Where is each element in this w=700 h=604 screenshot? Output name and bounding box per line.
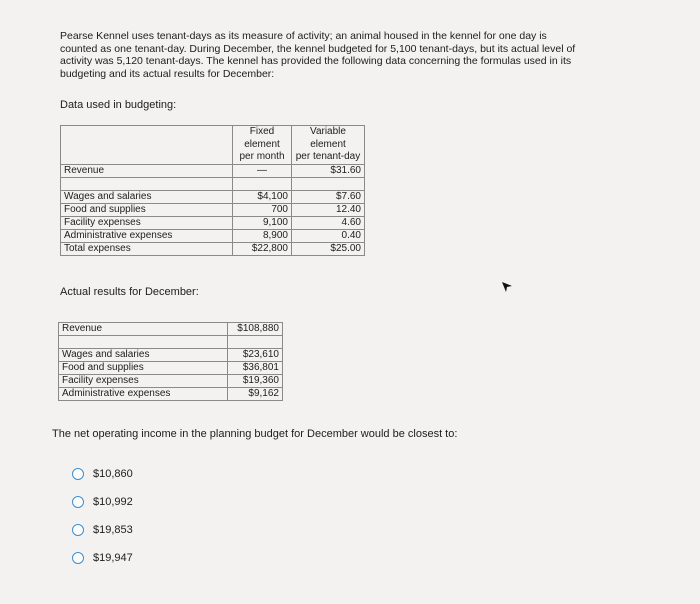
actual-expense-label: Food and supplies (59, 362, 228, 375)
budget-data-label: Data used in budgeting: (60, 99, 177, 111)
answer-option-label: $19,947 (93, 552, 133, 564)
answer-option-label: $10,860 (93, 468, 133, 480)
expense-fixed: $4,100 (233, 190, 292, 203)
total-expenses-variable: $25.00 (292, 242, 365, 255)
actual-revenue-value: $108,880 (228, 323, 283, 336)
question-text: The net operating income in the planning budget for December would be closest to: (52, 428, 458, 440)
expense-label: Facility expenses (61, 216, 233, 229)
expense-variable: $7.60 (292, 190, 365, 203)
expense-fixed: 8,900 (233, 229, 292, 242)
actual-expense-label: Wages and salaries (59, 349, 228, 362)
expense-label: Wages and salaries (61, 190, 233, 203)
variable-header-1: Variable (292, 126, 365, 139)
mouse-cursor-icon (500, 280, 514, 294)
radio-button-icon[interactable] (72, 496, 84, 508)
answer-option-label: $10,992 (93, 496, 133, 508)
expense-fixed: 700 (233, 203, 292, 216)
expense-fixed: 9,100 (233, 216, 292, 229)
expense-label: Administrative expenses (61, 229, 233, 242)
fixed-header-3: per month (233, 151, 292, 164)
revenue-label: Revenue (61, 164, 233, 177)
budget-table (60, 125, 365, 256)
actual-expense-value: $23,610 (228, 349, 283, 362)
revenue-variable: $31.60 (292, 164, 365, 177)
answer-option[interactable] (72, 460, 133, 488)
radio-button-icon[interactable] (72, 552, 84, 564)
actual-revenue-label: Revenue (59, 323, 228, 336)
expense-variable: 4.60 (292, 216, 365, 229)
problem-intro: Pearse Kennel uses tenant-days as its measure of activity; an animal housed in the kennel for one day is counted as one tenant-day. During December, the kennel budgeted for 5,100 tenant-days, but its actual level of activity was 5,120 tenant-days. The kennel has provided the following data concerning the formulas used in its budgeting and its actual results for December: (60, 30, 576, 80)
radio-button-icon[interactable] (72, 468, 84, 480)
expense-variable: 12.40 (292, 203, 365, 216)
answer-options (72, 460, 133, 572)
expense-label: Food and supplies (61, 203, 233, 216)
expense-variable: 0.40 (292, 229, 365, 242)
variable-header-2: element (292, 139, 365, 152)
variable-header-3: per tenant-day (292, 151, 365, 164)
radio-button-icon[interactable] (72, 524, 84, 536)
revenue-fixed: — (233, 164, 292, 177)
actual-expense-value: $19,360 (228, 375, 283, 388)
total-expenses-fixed: $22,800 (233, 242, 292, 255)
fixed-header-2: element (233, 139, 292, 152)
actual-results-label: Actual results for December: (60, 286, 199, 298)
total-expenses-label: Total expenses (61, 242, 233, 255)
actual-table (58, 322, 283, 401)
answer-option-label: $19,853 (93, 524, 133, 536)
actual-expense-value: $36,801 (228, 362, 283, 375)
answer-option[interactable] (72, 516, 133, 544)
answer-option[interactable] (72, 544, 133, 572)
fixed-header-1: Fixed (233, 126, 292, 139)
actual-expense-label: Administrative expenses (59, 388, 228, 401)
actual-expense-label: Facility expenses (59, 375, 228, 388)
actual-expense-value: $9,162 (228, 388, 283, 401)
answer-option[interactable] (72, 488, 133, 516)
